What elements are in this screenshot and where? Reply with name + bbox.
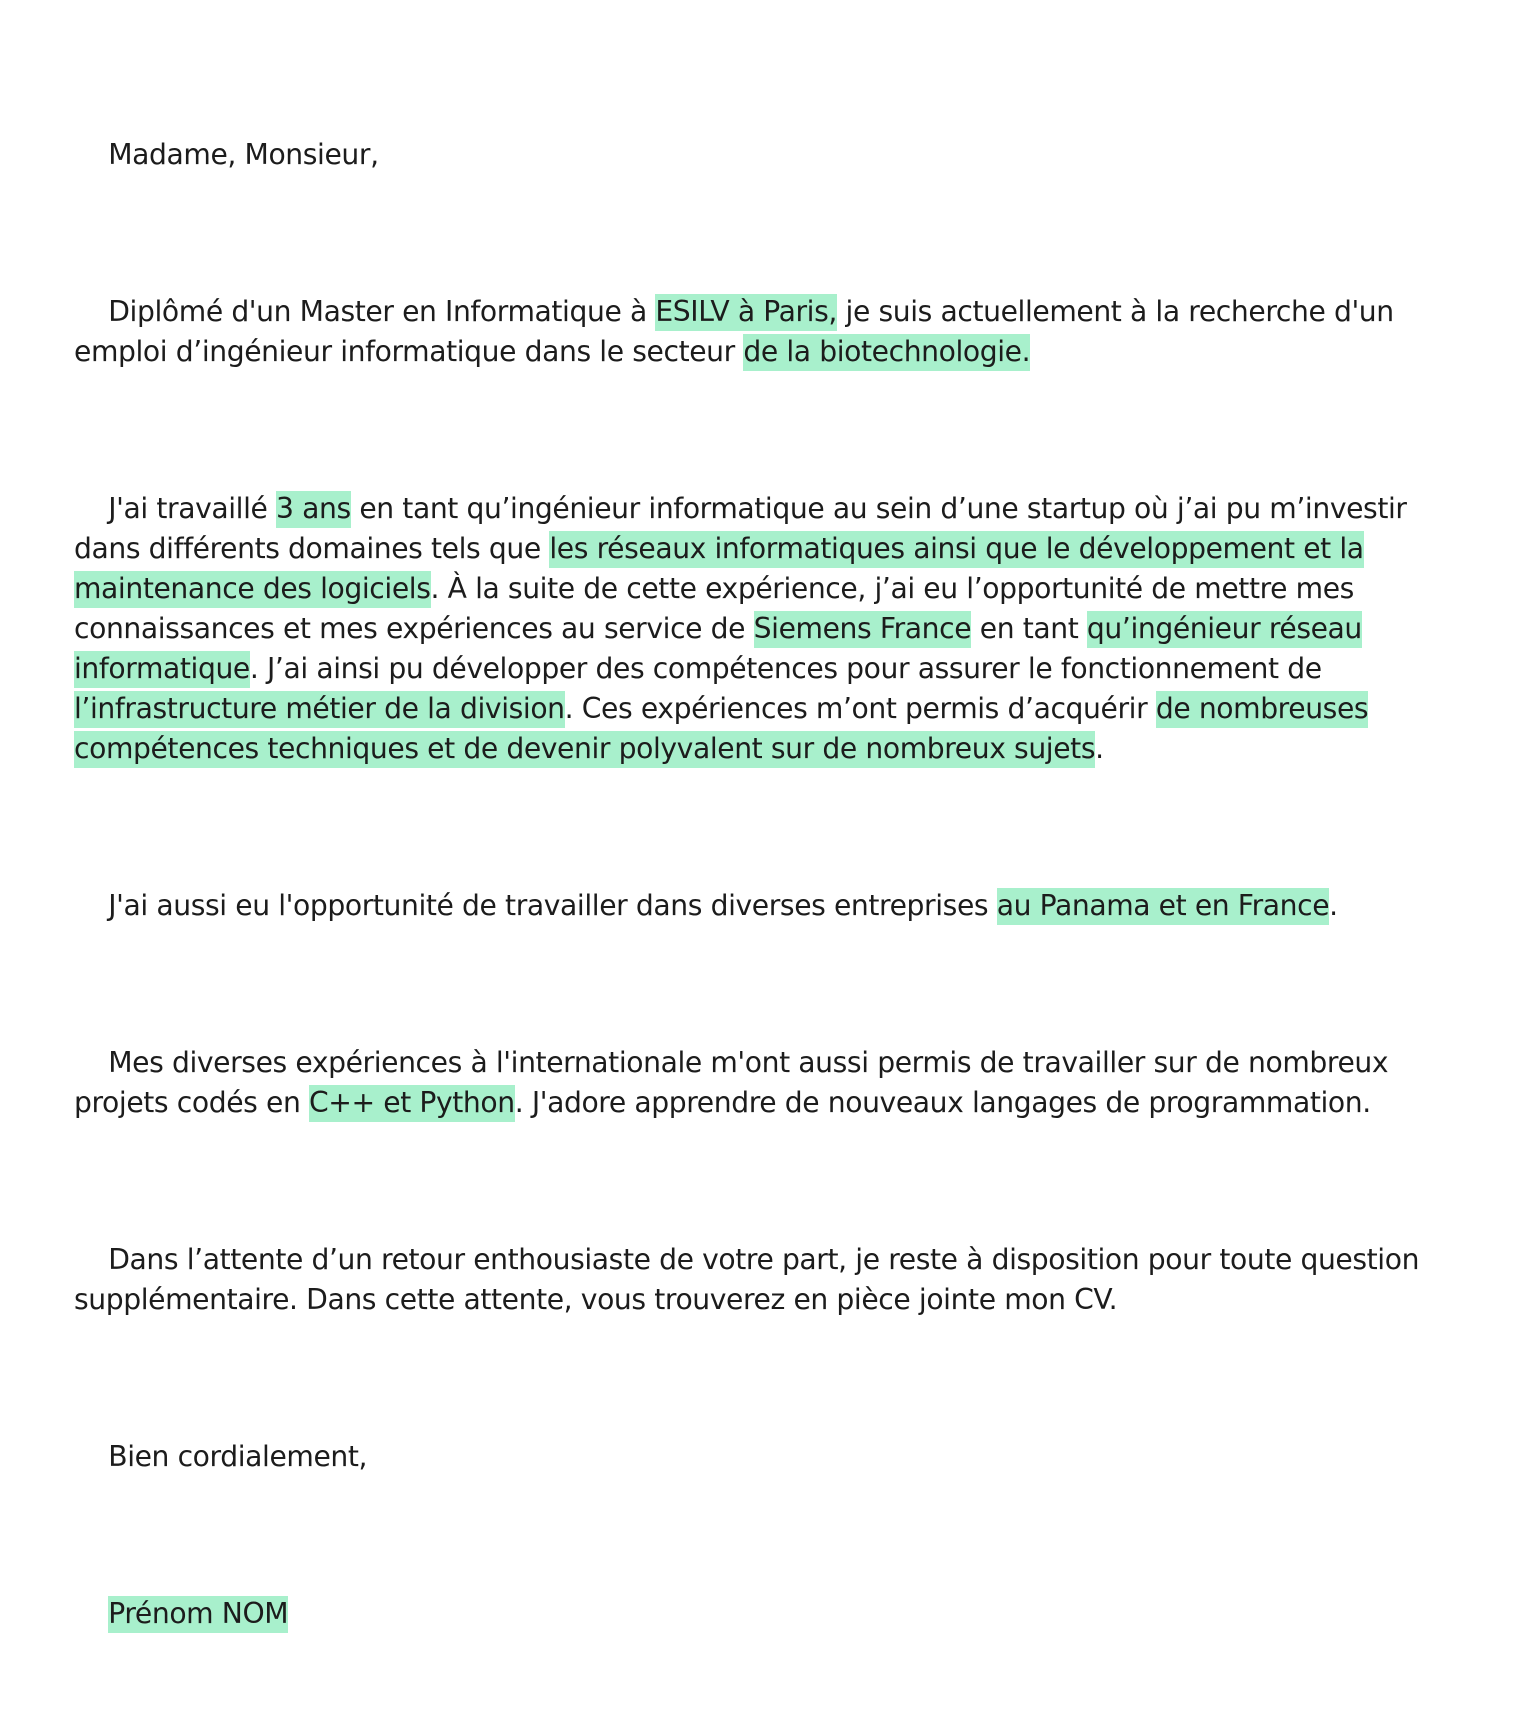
highlighted-domains: les réseaux informatiques ainsi que le développement et la maintenance des logiciels [74, 531, 1364, 608]
highlighted-countries: au Panama et en France [997, 888, 1329, 925]
languages-paragraph [74, 1003, 1474, 1163]
education-paragraph [74, 252, 1474, 412]
text-segment: Mes diverses expériences à l'internationale m'ont aussi permis de travailler sur de nombreux projets codés en [74, 1046, 1389, 1119]
highlighted-infrastructure: l’infrastructure métier de la division [74, 691, 565, 728]
text-segment: je suis actuellement à la recherche d'un emploi d’ingénieur informatique dans le secteur [74, 295, 1394, 368]
text-segment: . [1329, 889, 1338, 922]
highlighted-company: Siemens France [754, 611, 972, 648]
text-segment: Diplômé d'un Master en Informatique à [108, 295, 656, 328]
highlighted-name: Prénom NOM [108, 1596, 288, 1633]
signature [74, 1554, 1474, 1674]
text-segment: . [1095, 732, 1104, 765]
text-segment: en tant [971, 612, 1087, 645]
text-segment: . J’ai ainsi pu développer des compétences pour assurer le fonctionnement de [249, 652, 1322, 685]
highlighted-languages: C++ et Python [309, 1085, 515, 1122]
text-segment: Dans l’attente d’un retour enthousiaste de votre part, je reste à disposition pour toute question supplémentaire. Dans cette attente, vous trouverez en pièce jointe mon CV. [74, 1243, 1420, 1316]
text-segment: Madame, Monsieur, [108, 138, 379, 171]
text-segment: J'ai aussi eu l'opportunité de travailler dans diverses entreprises [108, 889, 997, 922]
highlighted-school: ESILV à Paris, [655, 294, 837, 331]
sign-off [74, 1397, 1474, 1517]
cover-letter [74, 95, 1474, 1711]
highlighted-role: qu’ingénieur réseau informatique [74, 611, 1362, 688]
international-paragraph [74, 846, 1474, 966]
text-segment: en tant qu’ingénieur informatique au sein d’une startup où j’ai pu m’investir dans différents domaines tels que [74, 492, 1407, 565]
salutation-paragraph [74, 95, 1474, 215]
closing-paragraph [74, 1200, 1474, 1360]
text-segment: . Ces expériences m’ont permis d’acquérir [564, 692, 1156, 725]
highlighted-sector: de la biotechnologie. [743, 334, 1030, 371]
highlighted-skills: de nombreuses compétences techniques et de devenir polyvalent sur de nombreux sujets [74, 691, 1368, 768]
highlighted-duration: 3 ans [276, 491, 351, 528]
text-segment: . À la suite de cette expérience, j’ai eu l’opportunité de mettre mes connaissances et mes expériences au service de [74, 572, 1354, 645]
experience-paragraph [74, 449, 1474, 809]
text-segment: . J'adore apprendre de nouveaux langages de programmation. [514, 1086, 1371, 1119]
text-segment: J'ai travaillé [108, 492, 277, 525]
text-segment: Bien cordialement, [108, 1440, 368, 1473]
